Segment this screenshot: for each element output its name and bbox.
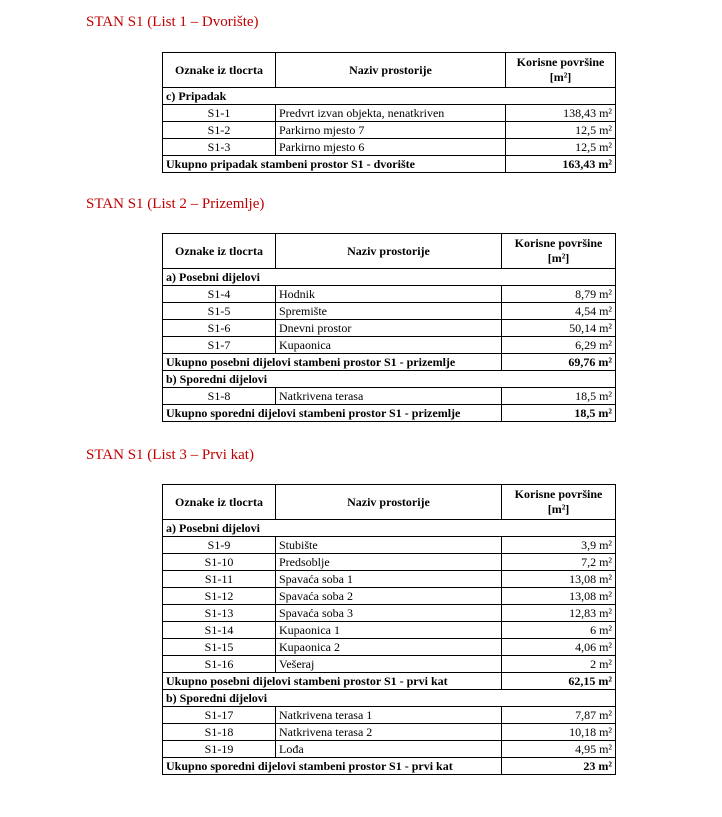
header-name: Naziv prostorije (276, 53, 506, 88)
table-row: S1-19 Lođa 4,95 m² (163, 741, 616, 758)
table-title: STAN S1 (List 2 – Prizemlje) (86, 196, 265, 212)
header-area: Korisne površine [m²] (502, 234, 616, 269)
section-row: c) Pripadak (163, 88, 616, 105)
table-row: S1-9 Stubište 3,9 m² (163, 537, 616, 554)
table-header (163, 234, 616, 269)
table-row: S1-6 Dnevni prostor 50,14 m² (163, 320, 616, 337)
table-row: S1-12 Spavaća soba 2 13,08 m² (163, 588, 616, 605)
table-row: S1-14 Kupaonica 1 6 m² (163, 622, 616, 639)
table-header (163, 53, 616, 88)
table-row: S1-1 Predvrt izvan objekta, nenatkriven 138,43 m² (163, 105, 616, 122)
section-row: a) Posebni dijelovi (163, 520, 616, 537)
total-row: Ukupno pripadak stambeni prostor S1 - dvorište 163,43 m² (163, 156, 616, 173)
header-code: Oznake iz tlocrta (163, 53, 276, 88)
table-row: S1-2 Parkirno mjesto 7 12,5 m² (163, 122, 616, 139)
total-row: Ukupno posebni dijelovi stambeni prostor S1 - prizemlje 69,76 m² (163, 354, 616, 371)
total-row: Ukupno sporedni dijelovi stambeni prostor S1 - prvi kat 23 m² (163, 758, 616, 775)
header-name: Naziv prostorije (276, 234, 502, 269)
section-row: a) Posebni dijelovi (163, 269, 616, 286)
table-row: S1-18 Natkrivena terasa 2 10,18 m² (163, 724, 616, 741)
table-row: S1-11 Spavaća soba 1 13,08 m² (163, 571, 616, 588)
table-row: S1-3 Parkirno mjesto 6 12,5 m² (163, 139, 616, 156)
table-row: S1-7 Kupaonica 6,29 m² (163, 337, 616, 354)
header-code: Oznake iz tlocrta (163, 485, 276, 520)
header-code: Oznake iz tlocrta (163, 234, 276, 269)
area-table-prizemlje (162, 233, 616, 422)
area-table-dvoriste (162, 52, 616, 173)
area-table-prvi-kat (162, 484, 616, 775)
table-row: S1-15 Kupaonica 2 4,06 m² (163, 639, 616, 656)
header-name: Naziv prostorije (276, 485, 502, 520)
table-row: S1-5 Spremište 4,54 m² (163, 303, 616, 320)
total-row: Ukupno posebni dijelovi stambeni prostor S1 - prvi kat 62,15 m² (163, 673, 616, 690)
header-area: Korisne površine [m²] (502, 485, 616, 520)
table-row: S1-17 Natkrivena terasa 1 7,87 m² (163, 707, 616, 724)
table-row: S1-13 Spavaća soba 3 12,83 m² (163, 605, 616, 622)
table-title: STAN S1 (List 1 – Dvorište) (86, 14, 259, 30)
section-row: b) Sporedni dijelovi (163, 371, 616, 388)
section-row: b) Sporedni dijelovi (163, 690, 616, 707)
table-row: S1-10 Predsoblje 7,2 m² (163, 554, 616, 571)
table-title: STAN S1 (List 3 – Prvi kat) (86, 447, 254, 463)
header-area: Korisne površine [m²] (506, 53, 616, 88)
table-row: S1-16 Vešeraj 2 m² (163, 656, 616, 673)
table-header (163, 485, 616, 520)
total-row: Ukupno sporedni dijelovi stambeni prostor S1 - prizemlje 18,5 m² (163, 405, 616, 422)
table-row: S1-4 Hodnik 8,79 m² (163, 286, 616, 303)
table-row: S1-8 Natkrivena terasa 18,5 m² (163, 388, 616, 405)
